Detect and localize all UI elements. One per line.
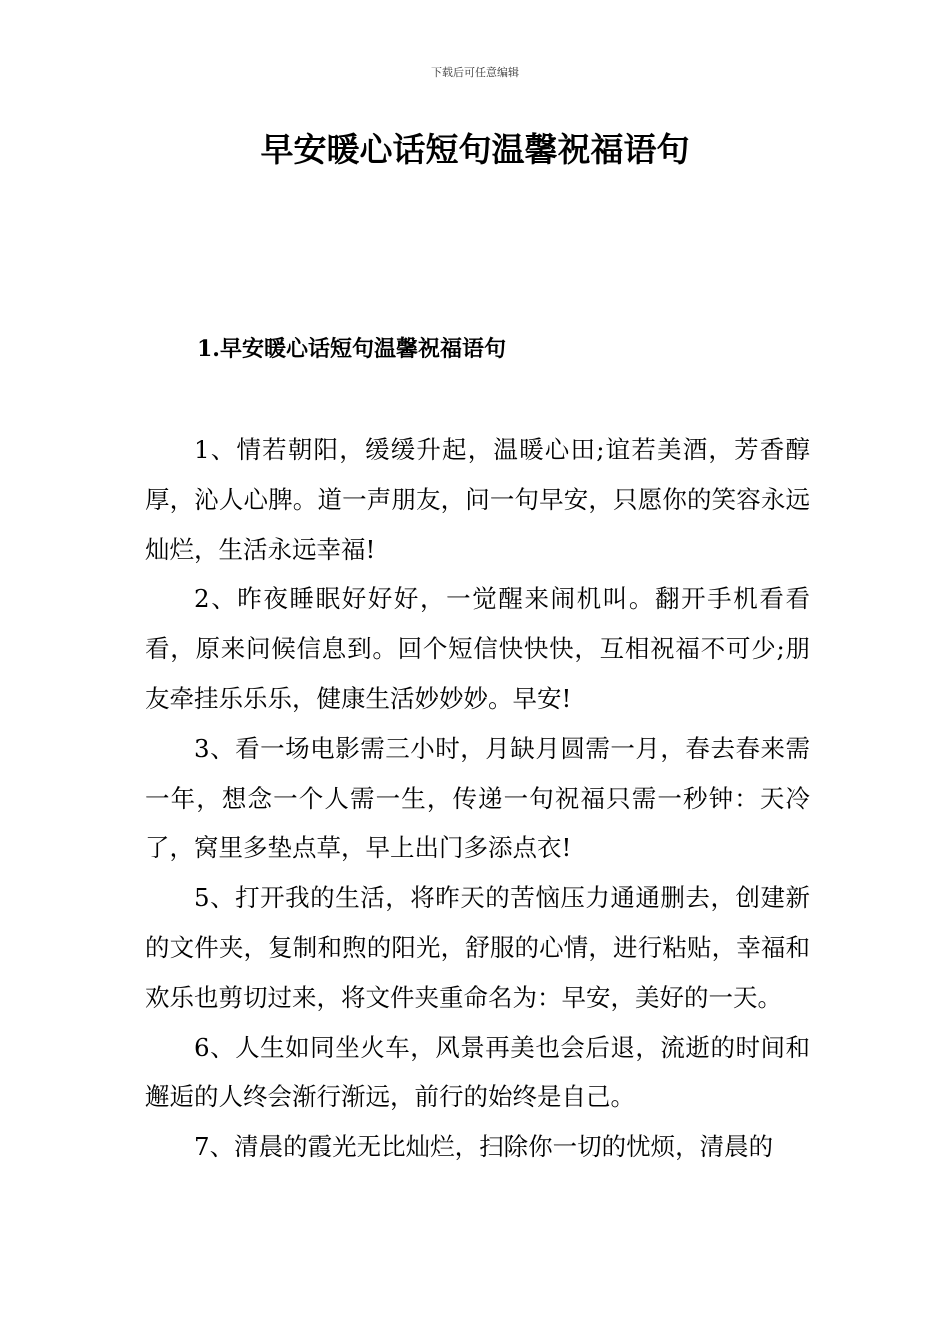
paragraph-3: 3、看一场电影需三小时，月缺月圆需一月，春去春来需一年，想念一个人需一生，传递一句祝福只需一秒钟：天冷了，窝里多垫点草，早上出门多添点衣! — [145, 733, 810, 863]
body-text — [145, 425, 810, 1172]
paragraph-1: 1、情若朝阳，缓缓升起，温暖心田;谊若美酒，芳香醇厚，沁人心脾。道一声朋友，问一句早安，只愿你的笑容永远灿烂，生活永远幸福! — [145, 435, 810, 564]
document-title: 早安暖心话短句温馨祝福语句 — [260, 130, 690, 169]
section-heading: 1.早安暖心话短句温馨祝福语句 — [197, 336, 506, 362]
paragraph-5: 5、打开我的生活，将昨天的苦恼压力通通删去，创建新的文件夹，复制和煦的阳光，舒服的心情，进行粘贴，幸福和欢乐也剪切过来，将文件夹重命名为：早安，美好的一天。 — [145, 883, 810, 1012]
paragraph-2: 2、昨夜睡眠好好好，一觉醒来闹机叫。翻开手机看看看，原来问候信息到。回个短信快快快，互相祝福不可少;朋友牵挂乐乐乐，健康生活妙妙妙。早安! — [145, 584, 810, 713]
paragraph-7: 7、清晨的霞光无比灿烂，扫除你一切的忧烦，清晨的 — [194, 1132, 774, 1162]
header-note: 下载后可任意编辑 — [431, 66, 519, 79]
paragraph-6: 6、人生如同坐火车，风景再美也会后退，流逝的时间和邂逅的人终会渐行渐远，前行的始终是自己。 — [145, 1032, 810, 1112]
